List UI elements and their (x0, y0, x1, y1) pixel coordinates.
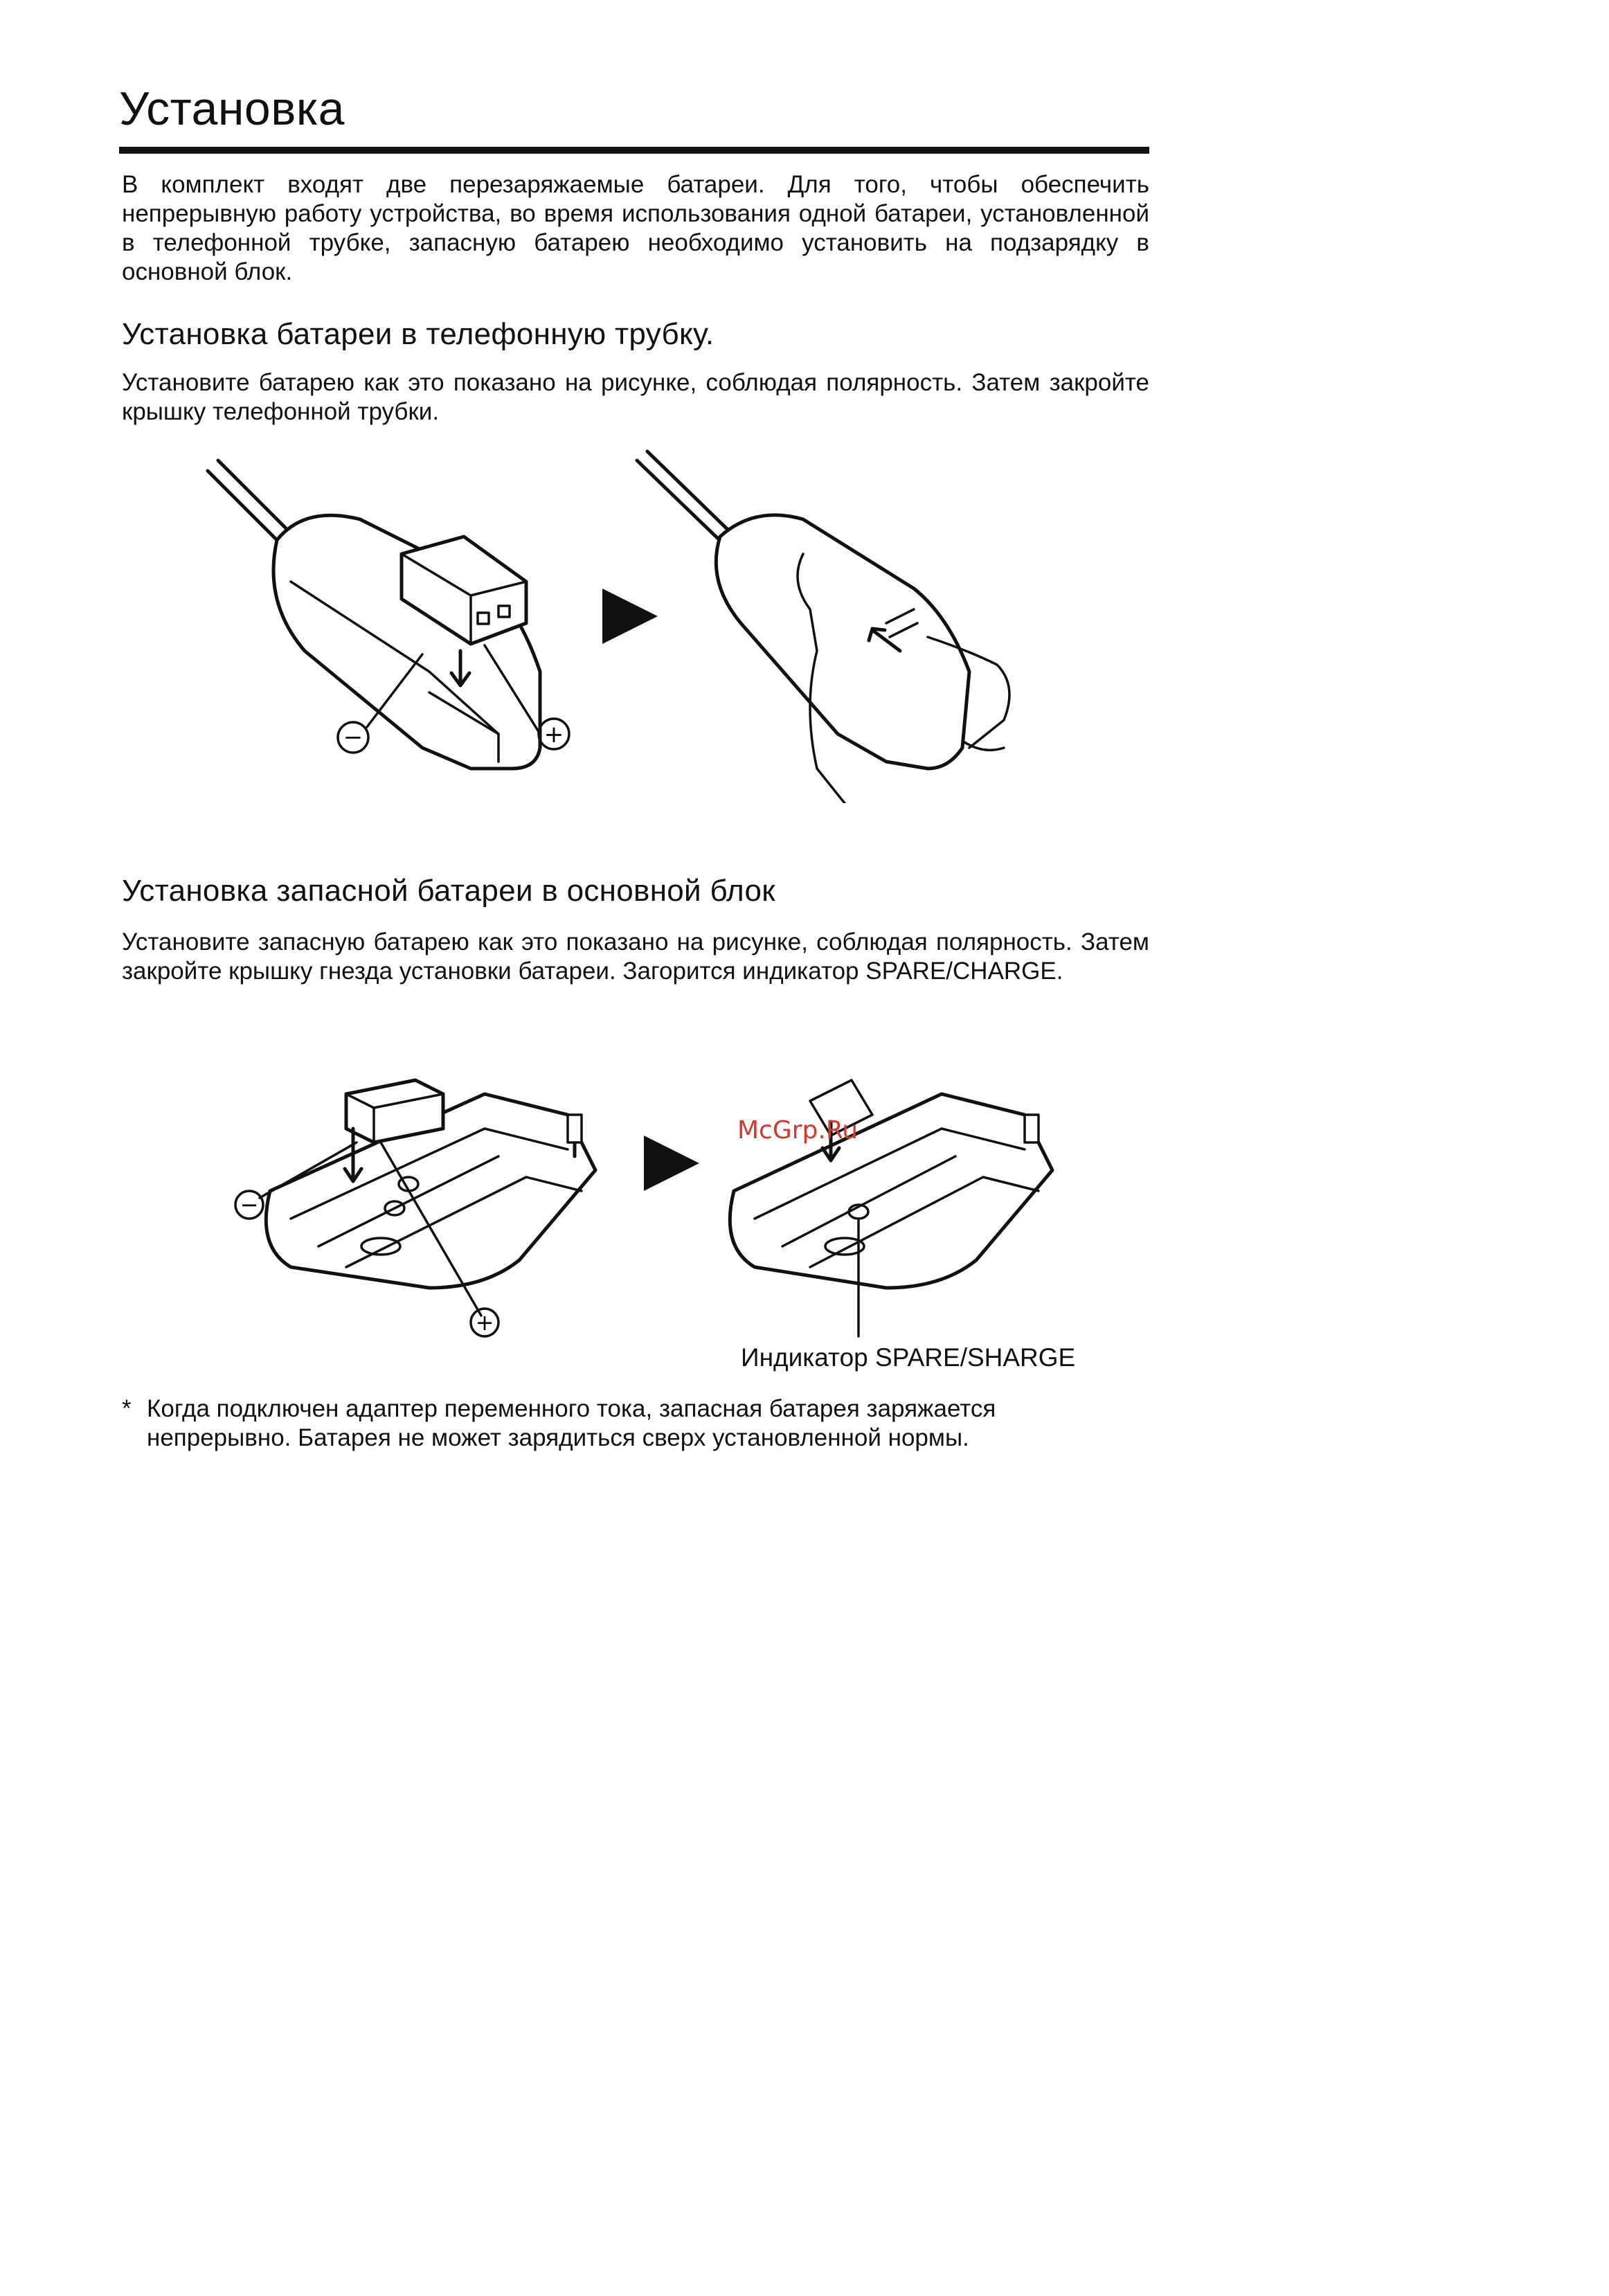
footnote (122, 1394, 1126, 1453)
section-heading-base: Установка запасной батареи в основной блок (122, 874, 775, 908)
indicator-caption: Индикатор SPARE/SHARGE (741, 1343, 1076, 1372)
base-battery-illustration (208, 1039, 1080, 1343)
svg-text:+: + (543, 721, 564, 748)
svg-text:+: + (475, 1309, 494, 1336)
intro-paragraph: В комплект входят две перезаряжаемые батареи. Для того, чтобы обеспечить непрерывную работу устройства, во время использования одной батареи, установленной в телефонной трубке, запасную батарею необходимо установить на подзарядку в основной блок. (122, 171, 1149, 285)
watermark: McGrp.Ru (737, 1116, 859, 1145)
svg-text:−: − (240, 1192, 259, 1218)
svg-text:−: − (343, 724, 363, 751)
base-plus-symbol (471, 1309, 498, 1336)
footnote-marker: * (122, 1395, 132, 1422)
base-next-step-arrow-icon (644, 1136, 699, 1191)
section-text-base: Установите запасную батарею как это показано на рисунке, соблюдая полярность. Затем закройте крышку гнезда установки батареи. Загорится индикатор SPARE/CHARGE. (122, 929, 1149, 985)
section-text-handset: Установите батарею как это показано на рисунке, соблюдая полярность. Затем закройте крышку телефонной трубки. (122, 369, 1149, 425)
next-step-arrow-icon (602, 589, 658, 644)
plus-symbol (539, 719, 569, 749)
handset-battery-illustration (194, 443, 1066, 803)
minus-symbol (338, 722, 368, 753)
base-minus-symbol (235, 1191, 263, 1219)
section-heading-handset: Установка батареи в телефонную трубку. (122, 317, 714, 351)
footnote-text: Когда подключен адаптер переменного тока, запасная батарея заряжается непрерывно. Батарея не может зарядиться сверх установленной нормы. (147, 1395, 996, 1451)
title-divider (119, 147, 1149, 154)
page-title: Установка (119, 82, 345, 135)
